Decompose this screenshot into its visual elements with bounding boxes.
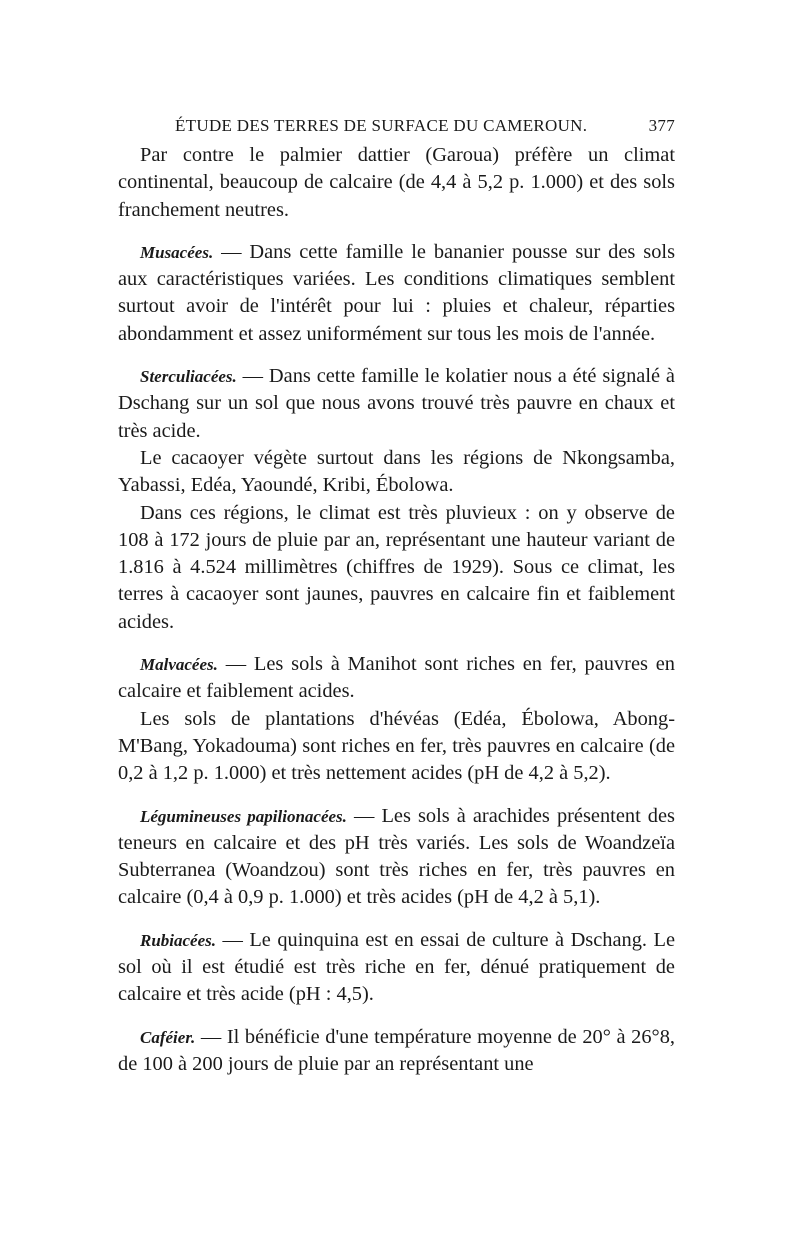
- paragraph-text: Par contre le palmier dattier (Garoua) préfère un climat continental, beaucoup de calcaire (de 4,4 à 5,2 p. 1.000) et des sols franchement neutres.: [118, 144, 675, 221]
- paragraph-text: Le cacaoyer végète surtout dans les régions de Nkongsamba, Yabassi, Edéa, Yaoundé, Kribi, Ébolowa.: [118, 446, 675, 497]
- page-number: 377: [648, 116, 675, 135]
- paragraph-musacees: [118, 239, 675, 348]
- paragraph-legumineuses: [118, 803, 675, 912]
- paragraph-climat: [118, 500, 675, 636]
- paragraph-text: — Dans cette famille le bananier pousse sur des sols aux caractéristiques variées. Les conditions climatiques semblent surtout avoir de l'intérêt pour lui : pluies et chaleur, réparties abondamment et assez uniformément sur tous les mois de l'année.: [118, 240, 675, 345]
- section-heading-rubiacees: Rubiacées.: [140, 930, 217, 950]
- paragraph-rubiacees: [118, 927, 675, 1009]
- paragraph-palmier: [118, 142, 675, 224]
- paragraph-text: — Il bénéficie d'une température moyenne de 20° à 26°8, de 100 à 200 jours de pluie par an représentant une: [118, 1025, 675, 1075]
- section-heading-cafeier: Caféier.: [140, 1027, 196, 1047]
- paragraph-text: — Les sols à arachides présentent des teneurs en calcaire et des pH très variés. Les sols de Woandzeïa Subterranea (Woandzou) sont très riches en fer, très pauvres en calcaire (0,4 à 0,9 p. 1.000) et très acides (pH de 4,2 à 5,1).: [118, 804, 675, 909]
- section-heading-malvacees: Malvacées.: [140, 655, 218, 675]
- paragraph-text: — Dans cette famille le kolatier nous a été signalé à Dschang sur un sol que nous avons trouvé très pauvre en chaux et très acide.: [118, 365, 675, 442]
- running-title: ÉTUDE DES TERRES DE SURFACE DU CAMEROUN.: [175, 116, 588, 135]
- page: [118, 116, 675, 1078]
- paragraph-cacaoyer: [118, 445, 675, 500]
- paragraph-sterculiacees: [118, 363, 675, 445]
- paragraph-text: Les sols de plantations d'hévéas (Edéa, Ébolowa, Abong-M'Bang, Yokadouma) sont riches en fer, très pauvres en calcaire (de 0,2 à 1,2 p. 1.000) et très nettement acides (pH de 4,2 à 5,2).: [118, 707, 675, 785]
- section-heading-legumineuses: Légumineuses papilionacées.: [140, 806, 347, 826]
- paragraph-malvacees: [118, 651, 675, 706]
- paragraph-heveas: [118, 706, 675, 788]
- paragraph-text: — Le quinquina est en essai de culture à Dschang. Le sol où il est étudié est très riche en fer, dénué pratiquement de calcaire et très acide (pH : 4,5).: [118, 928, 675, 1006]
- paragraph-text: Dans ces régions, le climat est très pluvieux : on y observe de 108 à 172 jours de pluie par an, représentant une hauteur variant de 1.816 à 4.524 millimètres (chiffres de 1929). Sous ce climat, les terres à cacaoyer sont jaunes, pauvres en calcaire fin et faiblement acides.: [118, 501, 675, 633]
- section-heading-sterculiacees: Sterculiacées.: [140, 367, 237, 387]
- section-heading-musacees: Musacées.: [140, 242, 214, 262]
- running-head: [175, 116, 675, 142]
- paragraph-text: — Les sols à Manihot sont riches en fer, pauvres en calcaire et faiblement acides.: [118, 653, 675, 703]
- paragraph-cafeier: [118, 1024, 675, 1079]
